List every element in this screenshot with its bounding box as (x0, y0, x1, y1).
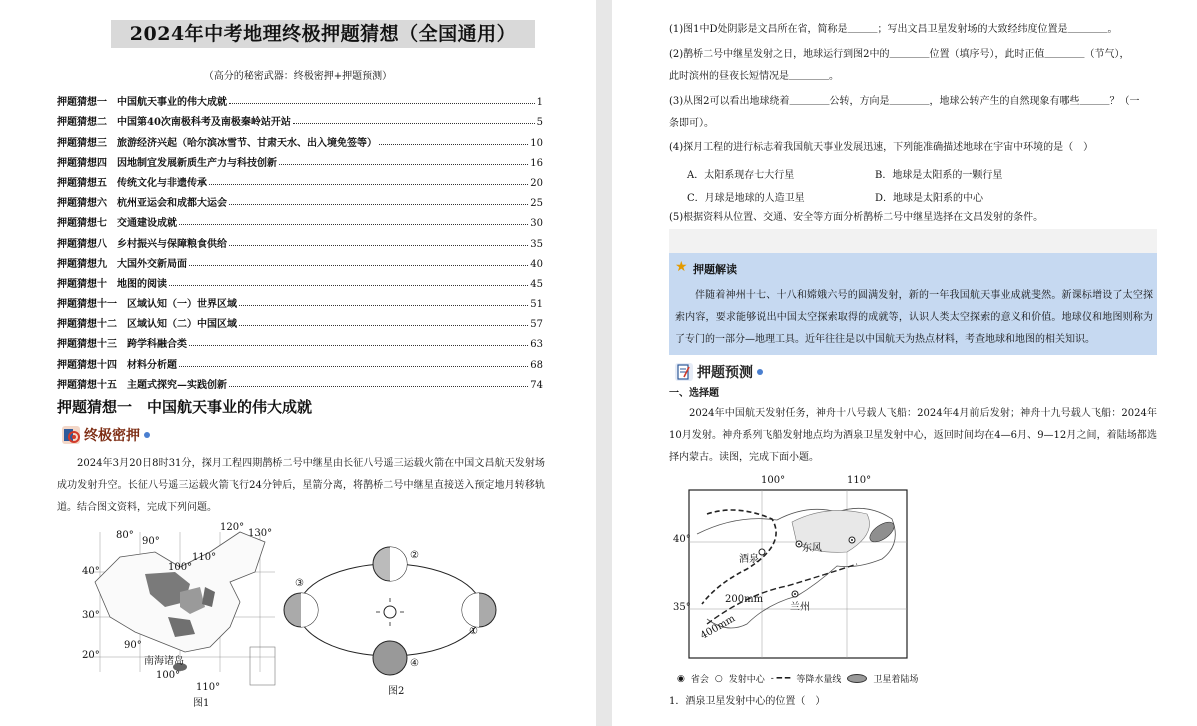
map-lon110: 110° (847, 475, 872, 486)
toc-entry-label: 押题猜想九 大国外交新局面 (57, 258, 187, 270)
toc-entry-page: 10 (530, 137, 543, 149)
question-2-line-b: 此时滨州的昼夜长短情况是＿＿＿＿。 (669, 71, 839, 82)
toc-leader-dots (293, 123, 535, 124)
isohyet-line-icon: - ━ ━ (770, 673, 791, 684)
figure-1-china-map (80, 522, 280, 694)
toc-entry-page: 40 (530, 258, 543, 270)
toc-entry[interactable] (57, 229, 543, 249)
badge-dot (144, 432, 150, 438)
map-isohyet-200: 200mm (725, 594, 764, 605)
table-of-contents (57, 88, 543, 391)
orbit-position-4: ④ (410, 658, 419, 669)
legend-launch: 发射中心 (728, 675, 765, 685)
final-secret-badge (62, 425, 150, 445)
figure-jiuquan-map (673, 474, 917, 664)
choice-b: B．地球是太阳系的一颗行星 (875, 170, 1003, 181)
landing-area-icon (847, 674, 867, 683)
toc-entry[interactable] (57, 310, 543, 330)
orbit-position-1: ① (469, 626, 478, 637)
toc-entry-label: 押题猜想十四 材料分析题 (57, 359, 177, 371)
map-jiuquan: 酒泉 (739, 554, 759, 565)
fig1-lon80: 80° (116, 530, 134, 541)
toc-entry-page: 25 (530, 198, 543, 210)
map-lat40: 40° (673, 534, 691, 545)
legend-landing: 卫星着陆场 (873, 675, 919, 685)
document-page-left (0, 0, 596, 726)
toc-leader-dots (229, 245, 528, 246)
choice-c: C．月球是地球的人造卫星 (687, 193, 805, 204)
toc-leader-dots (229, 386, 528, 387)
fig1-lat40: 40° (82, 566, 100, 577)
toc-entry-page: 30 (530, 218, 543, 230)
map-legend (677, 672, 918, 685)
question-1: (1)图1中D处阴影是文昌所在省，简称是＿＿＿；写出文昌卫星发射场的大致经纬度位置是＿＿＿＿。 (669, 24, 1118, 35)
toc-entry-label: 押题猜想十二 区域认知（二）中国区域 (57, 319, 237, 331)
toc-entry-page: 35 (530, 238, 543, 250)
toc-entry[interactable] (57, 128, 543, 148)
toc-entry[interactable] (57, 330, 543, 350)
map-isohyet-400: 400mm (698, 613, 738, 642)
fig1-lon110b: 110° (196, 682, 221, 693)
toc-entry-label: 押题猜想七 交通建设成就 (57, 218, 177, 230)
toc-entry-page: 51 (530, 299, 543, 311)
forecast-badge-label: 押题预测 (697, 365, 753, 381)
toc-entry-label: 押题猜想十 地图的阅读 (57, 278, 167, 290)
question-final: 1．酒泉卫星发射中心的位置（ ） (669, 696, 826, 707)
toc-entry-label: 押题猜想五 传统文化与非遗传承 (57, 177, 207, 189)
fig1-lon90b: 90° (124, 640, 142, 651)
document-title: 2024年中考地理终极押题猜想（全国通用） (111, 20, 535, 48)
toc-entry-label: 押题猜想十三 跨学科融合类 (57, 339, 187, 351)
figure-2-caption: 图2 (388, 686, 405, 697)
toc-entry-label: 押题猜想八 乡村振兴与保障粮食供给 (57, 238, 227, 250)
toc-entry-page: 68 (530, 359, 543, 371)
toc-entry[interactable] (57, 290, 543, 310)
toc-leader-dots (279, 164, 528, 165)
explanation-text: 伴随着神州十七、十八和嫦娥六号的圆满发射，新的一年我国航天事业成就斐然。新课标增设了太空探索内容，要求能够说出中国太空探索取得的成就等，认识人类太空探索的意义和价值。地球仪和地图则称为了专门的一部分—地理工具。近年往往是以中国航天为热点材料，考查地球和地图的相关知识。 (675, 290, 1153, 345)
toc-leader-dots (189, 345, 528, 346)
toc-leader-dots (229, 103, 535, 104)
document-page-right (612, 0, 1197, 726)
toc-entry-page: 45 (530, 278, 543, 290)
passage-paragraph: 2024年中国航天发射任务，神舟十八号载人飞船：2024年4月前后发射；神舟十九号载人飞船：2024年10月发射。神舟系列飞船发射地点均为酒泉卫星发射中心，返回时间均在4—6月、9—12月之间，着陆场都选择内蒙古。读图，完成下面小题。 (669, 408, 1157, 463)
map-lat35: 35° (673, 602, 691, 613)
toc-entry[interactable] (57, 371, 543, 391)
explain-header-band (669, 229, 1157, 253)
explanation-box (669, 253, 1157, 355)
orbit-position-2: ② (410, 550, 419, 561)
toc-entry[interactable] (57, 149, 543, 169)
toc-leader-dots (229, 204, 528, 205)
fig1-lat30: 30° (82, 610, 100, 621)
q4-choices-row-1 (687, 166, 1063, 181)
document-subtitle: （高分的秘密武器：终极密押+押题预测） (203, 71, 393, 82)
toc-entry[interactable] (57, 88, 543, 108)
explanation-title: 押题解读 (693, 263, 737, 276)
toc-entry-page: 63 (530, 339, 543, 351)
section-heading: 押题猜想一 中国航天事业的伟大成就 (57, 398, 313, 416)
map-lon100: 100° (761, 475, 786, 486)
q4-choices-row-2 (687, 189, 1063, 204)
toc-entry-label: 押题猜想三 旅游经济兴起（哈尔滨冰雪节、甘肃天水、出入境免签等） (57, 137, 377, 149)
map-lanzhou: 兰州 (790, 602, 810, 613)
choice-d: D．地球是太阳系的中心 (875, 193, 984, 204)
toc-entry[interactable] (57, 108, 543, 128)
toc-leader-dots (379, 144, 528, 145)
capital-marker-icon: ◉ (677, 673, 685, 684)
forecast-badge-dot (757, 369, 763, 375)
toc-leader-dots (239, 325, 528, 326)
toc-entry-label: 押题猜想四 因地制宜发展新质生产力与科技创新 (57, 157, 277, 169)
question-4: (4)探月工程的进行标志着我国航天事业发展迅速，下列能准确描述地球在宇宙中环境的是（ ） (669, 142, 1094, 153)
toc-leader-dots (239, 305, 528, 306)
toc-entry-page: 20 (530, 177, 543, 189)
toc-entry[interactable] (57, 350, 543, 370)
map-dongfeng: 东风 (802, 543, 822, 554)
figure-2-earth-orbit (283, 540, 498, 680)
intro-paragraph: 2024年3月20日8时31分，探月工程四期鹊桥二号中继星由长征八号遥三运载火箭在中国文昌航天发射场成功发射升空。长征八号遥三运载火箭飞行24分钟后，星箭分离，将鹊桥二号中继星直接送入预定地月转移轨道。结合图文资料，完成下列问题。 (57, 458, 545, 513)
toc-entry[interactable] (57, 209, 543, 229)
fig1-lon90: 90° (142, 536, 160, 547)
question-5: (5)根据资料从位置、交通、安全等方面分析鹊桥二号中继星选择在文昌发射的条件。 (669, 212, 1044, 223)
toc-leader-dots (179, 224, 528, 225)
toc-entry-page: 1 (536, 97, 543, 109)
launch-center-icon: ○ (714, 673, 723, 684)
fig1-lon100b: 100° (156, 670, 181, 681)
toc-entry-label: 押题猜想十一 区域认知（一）世界区域 (57, 299, 237, 311)
toc-entry-label: 押题猜想二 中国第40次南极科考及南极秦岭站开站 (57, 117, 291, 129)
toc-entry-label: 押题猜想一 中国航天事业的伟大成就 (57, 97, 227, 109)
toc-entry-label: 押题猜想六 杭州亚运会和成都大运会 (57, 198, 227, 210)
choice-a: A．太阳系现存七大行星 (687, 170, 795, 181)
legend-isohyet: 等降水量线 (796, 675, 842, 685)
orbit-position-3: ③ (295, 578, 304, 589)
fig1-lat20: 20° (82, 650, 100, 661)
toc-leader-dots (169, 285, 528, 286)
section-choice-heading: 一、选择题 (669, 388, 719, 399)
toc-entry[interactable] (57, 270, 543, 290)
question-3-line-b: 条即可）。 (669, 118, 714, 129)
toc-entry[interactable] (57, 169, 543, 189)
target-icon (62, 426, 80, 444)
figure-1-caption: 图1 (193, 698, 210, 709)
toc-entry-page: 16 (530, 157, 543, 169)
question-3-line-a: (3)从图2可以看出地球绕着＿＿＿＿公转，方向是＿＿＿＿，地球公转产生的自然现象有哪些＿＿＿？（一 (669, 96, 1140, 107)
toc-leader-dots (189, 265, 528, 266)
fig1-south-sea: 南海诸岛 (144, 656, 184, 667)
fig1-lon110: 110° (192, 552, 217, 563)
toc-leader-dots (179, 366, 528, 367)
toc-entry-label: 押题猜想十五 主题式探究—实践创新 (57, 379, 227, 391)
pencil-note-icon (675, 363, 693, 381)
toc-entry-page: 5 (536, 117, 543, 129)
badge-label: 终极密押 (84, 428, 140, 444)
toc-entry[interactable] (57, 189, 543, 209)
toc-entry-page: 74 (530, 379, 543, 391)
toc-leader-dots (209, 184, 528, 185)
legend-capital: 省会 (690, 675, 709, 685)
fig1-lon120: 120° (220, 522, 245, 533)
question-2-line-a: (2)鹊桥二号中继星发射之日，地球运行到图2中的＿＿＿＿位置（填序号），此时正值＿＿＿＿（节气）， (669, 49, 1130, 60)
fig1-lon100: 100° (168, 562, 193, 573)
toc-entry[interactable] (57, 250, 543, 270)
forecast-badge (675, 362, 763, 382)
fig1-lon130: 130° (248, 528, 273, 539)
star-icon: ★ (675, 259, 688, 275)
toc-entry-page: 57 (530, 319, 543, 331)
